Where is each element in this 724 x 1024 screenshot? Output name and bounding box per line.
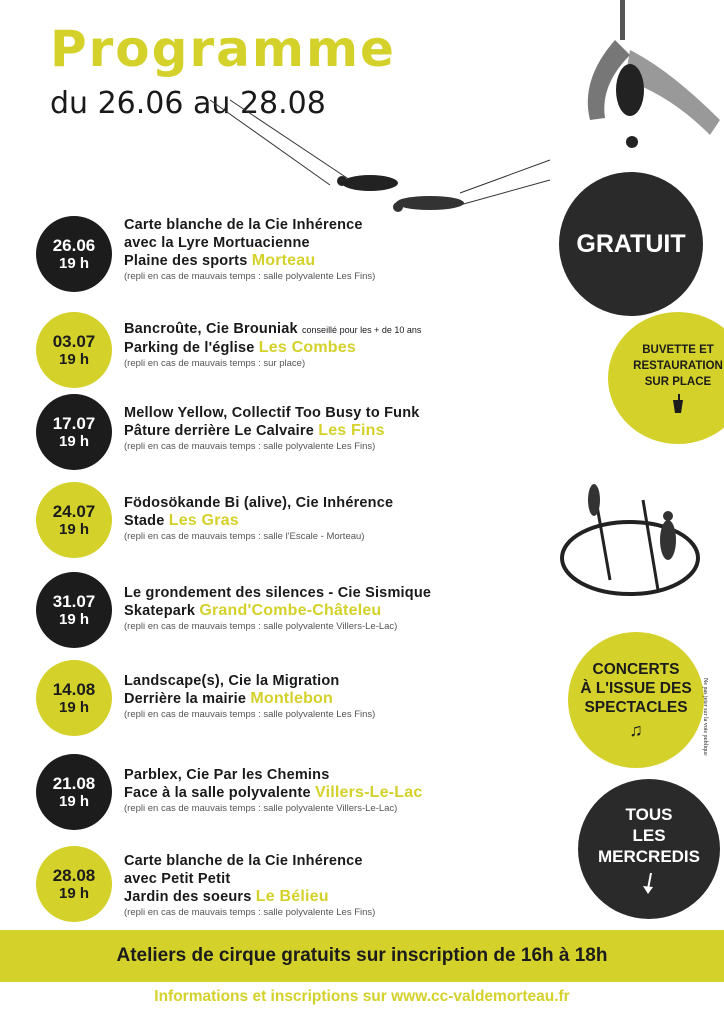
event-info bbox=[124, 404, 564, 453]
event-title: Landscape(s), Cie la Migration bbox=[124, 673, 340, 689]
event-venue: Stade Les Gras bbox=[124, 512, 239, 529]
event-place: Morteau bbox=[251, 252, 316, 269]
refreshments-badge: BUVETTE ET RESTAURATION SUR PLACE bbox=[608, 312, 724, 444]
event-fallback: (repli en cas de mauvais temps : salle polyvalente Villers-Le-Lac) bbox=[124, 803, 398, 814]
event-5 bbox=[36, 572, 556, 652]
event-title: Parblex, Cie Par les Chemins bbox=[124, 767, 330, 783]
cyr-wheel-illustration bbox=[558, 470, 708, 600]
event-place: Villers-Le-Lac bbox=[314, 784, 423, 801]
event-venue: Parking de l'église Les Combes bbox=[124, 339, 356, 356]
event-title: Födosökande Bi (alive), Cie Inhérence bbox=[124, 495, 394, 511]
event-1 bbox=[36, 216, 556, 296]
date-badge: 28.08 19 h bbox=[36, 846, 112, 922]
page-subtitle: du 26.06 au 28.08 bbox=[50, 86, 326, 121]
event-title-cont: avec Petit Petit bbox=[124, 871, 231, 887]
event-place: Montlebon bbox=[250, 690, 333, 707]
event-place: Les Gras bbox=[168, 512, 239, 529]
date-badge: 24.07 19 h bbox=[36, 482, 112, 558]
event-venue: Plaine des sports Morteau bbox=[124, 252, 316, 269]
event-title: Carte blanche de la Cie Inhérence bbox=[124, 217, 363, 233]
free-badge: GRATUIT bbox=[559, 172, 703, 316]
event-place: Grand'Combe-Châteleu bbox=[199, 602, 382, 619]
event-4 bbox=[36, 482, 556, 562]
event-fallback: (repli en cas de mauvais temps : salle polyvalente Les Fins) bbox=[124, 709, 376, 720]
date-badge: 21.08 19 h bbox=[36, 754, 112, 830]
footer-info: Informations et inscriptions sur www.cc-valdemorteau.fr bbox=[154, 988, 570, 1005]
event-info bbox=[124, 494, 564, 543]
arrow-down-icon bbox=[643, 873, 655, 895]
event-2 bbox=[36, 312, 556, 392]
event-6 bbox=[36, 660, 556, 740]
event-info bbox=[124, 216, 564, 283]
trapeze-artists-illustration bbox=[200, 95, 560, 235]
event-venue: Pâture derrière Le Calvaire Les Fins bbox=[124, 422, 385, 439]
event-title-cont: avec la Lyre Mortuacienne bbox=[124, 235, 310, 251]
event-title: Carte blanche de la Cie Inhérence bbox=[124, 853, 363, 869]
event-place: Les Combes bbox=[258, 339, 356, 356]
event-place: Les Fins bbox=[318, 422, 385, 439]
event-fallback: (repli en cas de mauvais temps : salle polyvalente Les Fins) bbox=[124, 441, 376, 452]
event-fallback: (repli en cas de mauvais temps : salle polyvalente Villers-Le-Lac) bbox=[124, 621, 398, 632]
event-info bbox=[124, 320, 564, 370]
aerial-silk-illustration bbox=[570, 0, 724, 150]
cup-icon bbox=[671, 394, 685, 414]
event-fallback: (repli en cas de mauvais temps : salle polyvalente Les Fins) bbox=[124, 907, 376, 918]
workshop-banner: Ateliers de cirque gratuits sur inscription de 16h à 18h bbox=[0, 930, 724, 982]
event-venue: Derrière la mairie Montlebon bbox=[124, 690, 333, 707]
event-place: Le Bélieu bbox=[255, 888, 329, 905]
date-badge: 26.06 19 h bbox=[36, 216, 112, 292]
event-info bbox=[124, 852, 564, 919]
event-7 bbox=[36, 754, 556, 834]
event-title: Bancroûte, Cie Brouniak conseillé pour les + de 10 ans bbox=[124, 321, 422, 337]
event-venue: Jardin des soeurs Le Bélieu bbox=[124, 888, 329, 905]
event-3 bbox=[36, 394, 556, 474]
date-badge: 31.07 19 h bbox=[36, 572, 112, 648]
event-info bbox=[124, 672, 564, 721]
page-title: Programme bbox=[50, 20, 396, 78]
date-badge: 14.08 19 h bbox=[36, 660, 112, 736]
music-note-icon: ♫ bbox=[629, 720, 643, 740]
event-info bbox=[124, 584, 564, 633]
event-venue: Skatepark Grand'Combe-Châteleu bbox=[124, 602, 382, 619]
event-age-note: conseillé pour les + de 10 ans bbox=[302, 325, 422, 335]
event-venue: Face à la salle polyvalente Villers-Le-Lac bbox=[124, 784, 423, 801]
date-badge: 17.07 19 h bbox=[36, 394, 112, 470]
concerts-badge: CONCERTS À L'ISSUE DES SPECTACLES ♫ bbox=[568, 632, 704, 768]
event-fallback: (repli en cas de mauvais temps : salle l'Escale - Morteau) bbox=[124, 531, 365, 542]
every-wednesday-badge: TOUS LES MERCREDIS bbox=[578, 779, 720, 919]
event-title: Mellow Yellow, Collectif Too Busy to Funk bbox=[124, 405, 420, 421]
event-fallback: (repli en cas de mauvais temps : sur place) bbox=[124, 358, 306, 369]
event-fallback: (repli en cas de mauvais temps : salle polyvalente Les Fins) bbox=[124, 271, 376, 282]
date-badge: 03.07 19 h bbox=[36, 312, 112, 388]
event-8 bbox=[36, 840, 556, 920]
event-info bbox=[124, 766, 564, 815]
event-title: Le grondement des silences - Cie Sismique bbox=[124, 585, 432, 601]
litter-notice: Ne pas jeter sur la voie publique bbox=[702, 678, 708, 756]
